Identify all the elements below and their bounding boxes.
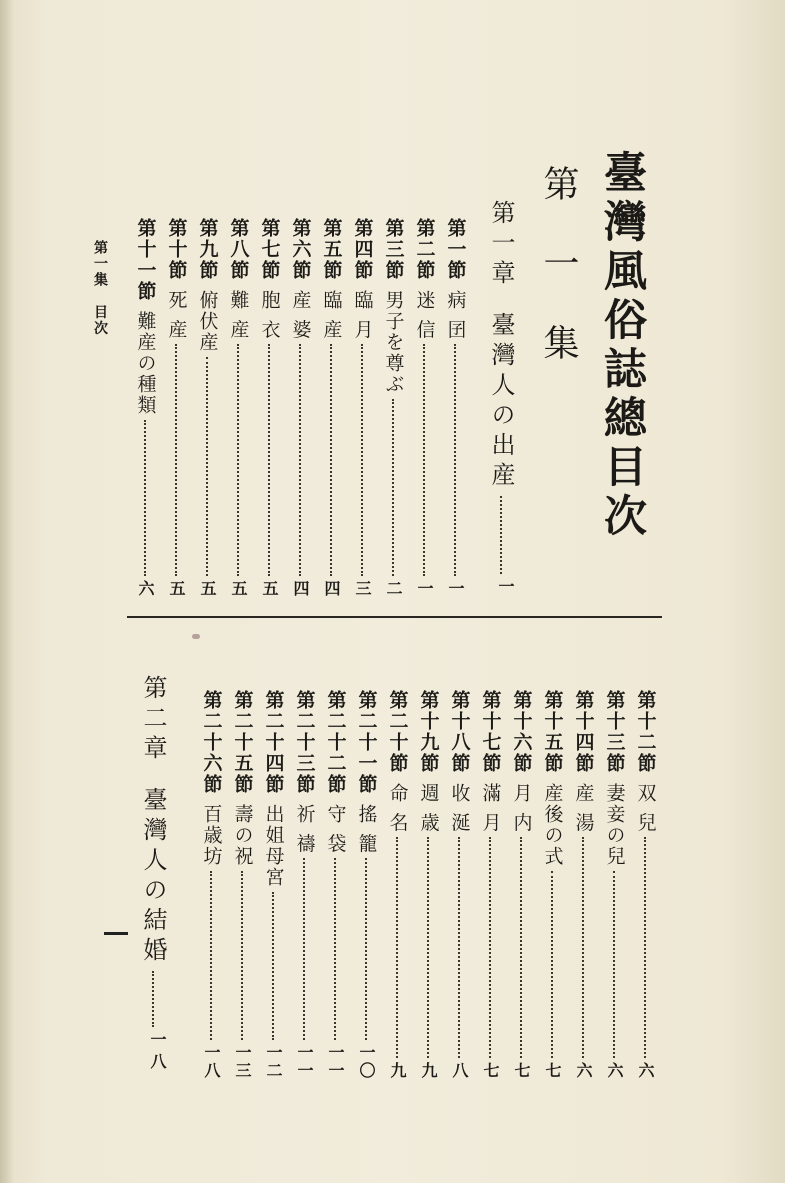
volume-heading: 第 一 集 — [538, 165, 579, 376]
section-title: 臨 産 — [320, 290, 343, 341]
toc-entry[interactable] — [440, 218, 470, 598]
section-number: 第十五節 — [541, 690, 564, 774]
toc-entry[interactable] — [506, 690, 536, 1080]
section-page-number: 四 — [322, 580, 341, 598]
leader-dots — [334, 858, 336, 1040]
leader-dots — [454, 344, 456, 576]
section-title: 守 袋 — [324, 804, 347, 855]
section-page-number: 九 — [388, 1062, 407, 1080]
section-number: 第七節 — [258, 218, 281, 281]
leader-dots — [241, 871, 243, 1040]
toc-entry[interactable] — [316, 218, 346, 598]
section-number: 第十三節 — [603, 690, 626, 774]
toc-entry[interactable] — [320, 690, 350, 1080]
section-page-number: 六 — [136, 580, 155, 598]
toc-entry[interactable] — [254, 218, 284, 598]
chapter-page-number: 一 — [496, 578, 515, 600]
section-number: 第十八節 — [448, 690, 471, 774]
section-page-number: 五 — [260, 580, 279, 598]
toc-entry[interactable] — [130, 218, 160, 598]
running-head-section: 目次 — [92, 304, 108, 337]
toc-entry[interactable] — [444, 690, 474, 1080]
leader-dots — [489, 837, 491, 1058]
section-title: 死 産 — [165, 290, 188, 341]
section-title: 俯伏産 — [196, 290, 219, 353]
leader-dots — [272, 892, 274, 1040]
section-number: 第十節 — [165, 218, 188, 281]
running-head-volume: 第一集 — [92, 240, 108, 288]
section-number: 第三節 — [382, 218, 405, 281]
section-title: 難 産 — [227, 290, 250, 341]
toc-entry[interactable] — [630, 690, 660, 1080]
section-number: 第二十節 — [386, 690, 409, 774]
section-title: 命 名 — [386, 783, 409, 834]
section-title: 臨 月 — [351, 290, 374, 341]
section-title: 産 婆 — [289, 290, 312, 341]
leader-dots — [427, 837, 429, 1058]
section-number: 第二節 — [413, 218, 436, 281]
leader-dots — [206, 357, 208, 576]
page-edge-shadow — [0, 0, 14, 1183]
section-page-number: 七 — [543, 1062, 562, 1080]
toc-entry[interactable] — [285, 218, 315, 598]
section-page-number: 五 — [229, 580, 248, 598]
section-page-number: 三 — [353, 580, 372, 598]
leader-dots — [175, 344, 177, 576]
section-page-number: 一二 — [264, 1044, 283, 1080]
section-title: 月 内 — [510, 783, 533, 834]
toc-entry[interactable] — [413, 690, 443, 1080]
section-title: 難産の種類 — [134, 311, 157, 416]
divider-rule — [127, 616, 662, 618]
section-page-number: 一三 — [233, 1044, 252, 1080]
section-number: 第二十三節 — [293, 690, 316, 795]
section-title: 男子を尊ぶ — [382, 290, 405, 395]
section-page-number: 四 — [291, 580, 310, 598]
section-number: 第十九節 — [417, 690, 440, 774]
leader-dots — [365, 858, 367, 1040]
section-page-number: 五 — [167, 580, 186, 598]
chapter-page-number: 一八 — [148, 1031, 167, 1075]
section-number: 第十一節 — [134, 218, 157, 302]
section-page-number: 九 — [419, 1062, 438, 1080]
chapter-label: 第一章 — [487, 200, 515, 290]
toc-entry[interactable] — [223, 218, 253, 598]
leader-dots — [458, 837, 460, 1058]
page-title: 臺灣風俗誌總目次 — [597, 150, 647, 542]
section-page-number: 六 — [605, 1062, 624, 1080]
section-title: 病 囝 — [444, 290, 467, 341]
section-number: 第八節 — [227, 218, 250, 281]
section-page-number: 七 — [512, 1062, 531, 1080]
section-title: 百歳坊 — [200, 804, 223, 867]
toc-entry[interactable] — [227, 690, 257, 1080]
section-title: 迷 信 — [413, 290, 436, 341]
toc-entry[interactable] — [289, 690, 319, 1080]
chapter-1-heading[interactable] — [489, 200, 513, 600]
section-title: 双 兒 — [634, 783, 657, 834]
toc-entry[interactable] — [347, 218, 377, 598]
leader-dots — [392, 399, 394, 576]
section-page-number: 一八 — [202, 1044, 221, 1080]
toc-entry[interactable] — [568, 690, 598, 1080]
section-number: 第二十一節 — [355, 690, 378, 795]
toc-entry[interactable] — [537, 690, 567, 1080]
toc-entry[interactable] — [196, 690, 226, 1080]
section-number: 第二十五節 — [231, 690, 254, 795]
leader-dots — [303, 858, 305, 1040]
section-number: 第四節 — [351, 218, 374, 281]
section-title: 胞 衣 — [258, 290, 281, 341]
section-number: 第十四節 — [572, 690, 595, 774]
leader-dots — [237, 344, 239, 576]
section-title: 産 湯 — [572, 783, 595, 834]
leader-dots — [520, 837, 522, 1058]
section-page-number: 一 — [446, 580, 465, 598]
toc-entry[interactable] — [161, 218, 191, 598]
leader-dots — [551, 871, 553, 1058]
toc-entry[interactable] — [258, 690, 288, 1080]
leader-dots — [210, 871, 212, 1040]
section-number: 第十七節 — [479, 690, 502, 774]
section-title: 週 歳 — [417, 783, 440, 834]
leader-dots — [423, 344, 425, 576]
toc-entry[interactable] — [382, 690, 412, 1080]
section-page-number: 八 — [450, 1062, 469, 1080]
leader-dots — [299, 344, 301, 576]
leader-dots — [144, 420, 146, 576]
chapter-2-heading[interactable] — [141, 675, 165, 1075]
leader-dots — [361, 344, 363, 576]
section-number: 第五節 — [320, 218, 343, 281]
leader-dots — [152, 971, 154, 1027]
ink-blot — [192, 634, 200, 639]
section-title: 滿 月 — [479, 783, 502, 834]
leader-dots — [644, 837, 646, 1058]
section-number: 第六節 — [289, 218, 312, 281]
section-title: 搖 籠 — [355, 804, 378, 855]
leader-dots — [268, 344, 270, 576]
section-title: 妻妾の兒 — [603, 783, 626, 867]
toc-entry[interactable] — [599, 690, 629, 1080]
section-page-number: 二 — [384, 580, 403, 598]
section-number: 第十二節 — [634, 690, 657, 774]
section-page-number: 六 — [574, 1062, 593, 1080]
section-page-number: 一一 — [295, 1044, 314, 1080]
leader-dots — [613, 871, 615, 1058]
section-number: 第一節 — [444, 218, 467, 281]
folio-mark — [104, 932, 128, 935]
toc-entry[interactable] — [475, 690, 505, 1080]
toc-entry[interactable] — [192, 218, 222, 598]
toc-entry[interactable] — [378, 218, 408, 598]
section-title: 壽の祝 — [231, 804, 254, 867]
section-page-number: 一 — [415, 580, 434, 598]
toc-entry[interactable] — [351, 690, 381, 1080]
chapter-title: 臺灣人の出産 — [487, 312, 515, 492]
section-title: 出姐母宮 — [262, 804, 285, 888]
section-page-number: 一一 — [326, 1044, 345, 1080]
section-number: 第二十四節 — [262, 690, 285, 795]
section-number: 第九節 — [196, 218, 219, 281]
leader-dots — [396, 837, 398, 1058]
toc-entry[interactable] — [409, 218, 439, 598]
running-head — [90, 240, 110, 337]
section-title: 祈 禱 — [293, 804, 316, 855]
section-page-number: 一〇 — [357, 1044, 376, 1080]
section-title: 産後の式 — [541, 783, 564, 867]
leader-dots — [330, 344, 332, 576]
leader-dots — [500, 496, 502, 574]
section-title: 收 涎 — [448, 783, 471, 834]
section-page-number: 七 — [481, 1062, 500, 1080]
leader-dots — [582, 837, 584, 1058]
section-page-number: 五 — [198, 580, 217, 598]
section-number: 第二十六節 — [200, 690, 223, 795]
chapter-label: 第二章 — [139, 675, 167, 765]
section-page-number: 六 — [636, 1062, 655, 1080]
chapter-title: 臺灣人の結婚 — [139, 787, 167, 967]
section-number: 第二十二節 — [324, 690, 347, 795]
section-number: 第十六節 — [510, 690, 533, 774]
